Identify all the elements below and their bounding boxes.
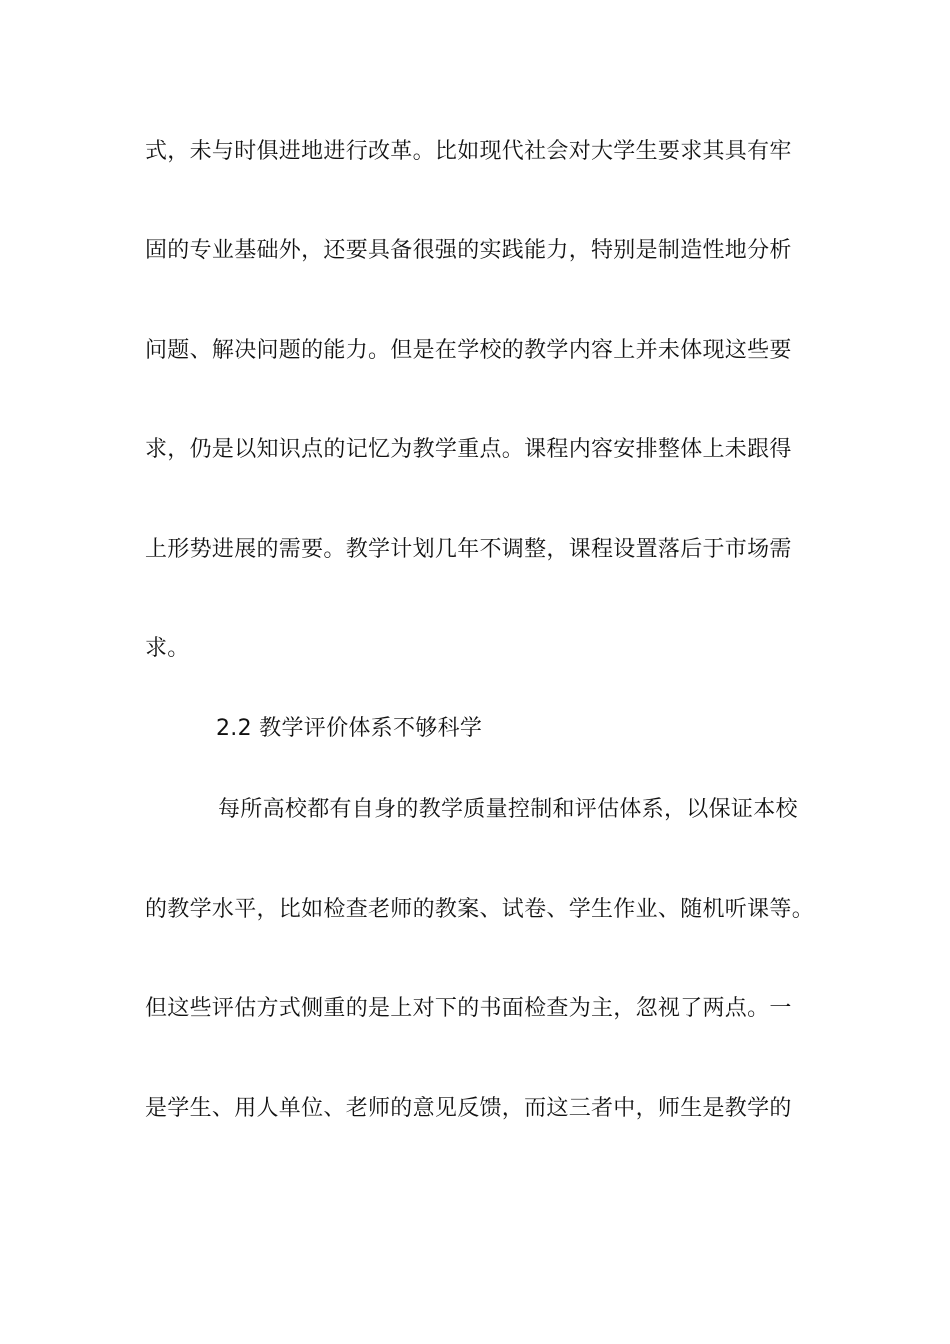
paragraph-line: 式，未与时俱进地进行改革。比如现代社会对大学生要求其具有牢: [145, 139, 792, 164]
section-heading: 2.2 教学评价体系不够科学: [216, 716, 483, 741]
paragraph-line: 的教学水平，比如检查老师的教案、试卷、学生作业、随机听课等。: [145, 897, 815, 922]
paragraph-line: 求，仍是以知识点的记忆为教学重点。课程内容安排整体上未跟得: [145, 437, 792, 462]
paragraph-line: 问题、解决问题的能力。但是在学校的教学内容上并未体现这些要: [145, 338, 792, 363]
paragraph-line: 是学生、用人单位、老师的意见反馈，而这三者中，师生是教学的: [145, 1096, 792, 1121]
paragraph-line: 求。: [145, 636, 190, 661]
paragraph-line: 固的专业基础外，还要具备很强的实践能力，特别是制造性地分析: [145, 238, 792, 263]
paragraph-line: 上形势进展的需要。教学计划几年不调整，课程设置落后于市场需: [145, 537, 792, 562]
paragraph-line: 每所高校都有自身的教学质量控制和评估体系，以保证本校: [218, 797, 798, 822]
paragraph-line: 但这些评估方式侧重的是上对下的书面检查为主，忽视了两点。一: [145, 996, 792, 1021]
